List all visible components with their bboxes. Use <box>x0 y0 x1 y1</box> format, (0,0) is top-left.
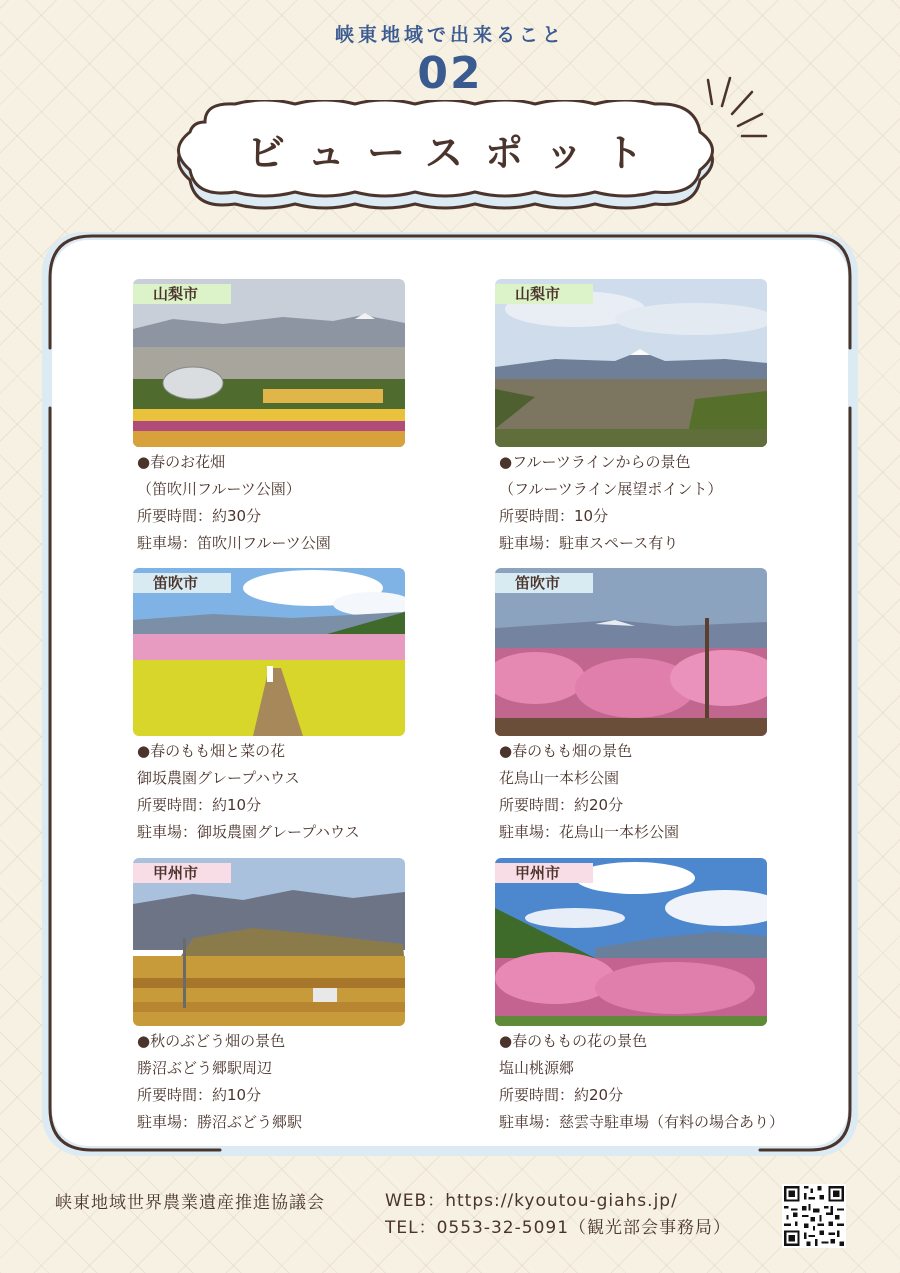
footer-organization: 峡東地域世界農業遺産推進協議会 <box>55 1193 325 1213</box>
area-tag: 山梨市 <box>133 284 231 304</box>
spot-place: 御坂農園グレープハウス <box>137 769 300 787</box>
qr-code-icon[interactable] <box>782 1184 846 1248</box>
spot-parking: 駐車場：慈雲寺駐車場（有料の場合あり） <box>499 1113 785 1131</box>
spot-time: 所要時間：約20分 <box>499 1086 624 1104</box>
area-tag: 笛吹市 <box>495 573 593 593</box>
spot-place: 花鳥山一本杉公園 <box>499 769 620 787</box>
spot-name: ●フルーツラインからの景色 <box>499 453 691 471</box>
peach-blossom-valley-photo <box>495 858 767 1026</box>
spot-place: （笛吹川フルーツ公園） <box>137 480 301 498</box>
spot-parking: 駐車場：勝沼ぶどう郷駅 <box>137 1113 303 1131</box>
spot-time: 所要時間：約20分 <box>499 796 624 814</box>
spot-parking: 駐車場：花鳥山一本杉公園 <box>499 823 680 841</box>
footer-web-link[interactable]: WEB：https://kyoutou-giahs.jp/ <box>385 1191 678 1211</box>
spot-name: ●秋のぶどう畑の景色 <box>137 1032 286 1050</box>
spot-name: ●春のもも畑と菜の花 <box>137 742 286 760</box>
area-tag: 笛吹市 <box>133 573 231 593</box>
spot-place: 塩山桃源郷 <box>499 1059 575 1077</box>
area-tag: 山梨市 <box>495 284 593 304</box>
spot-parking: 駐車場：駐車スペース有り <box>499 534 679 552</box>
footer-tel: TEL：0553-32-5091（観光部会事務局） <box>385 1218 732 1238</box>
section-number: 02 <box>417 48 483 99</box>
area-tag: 甲州市 <box>495 863 593 883</box>
spot-parking: 駐車場：笛吹川フルーツ公園 <box>137 534 331 552</box>
spot-name: ●春のお花畑 <box>137 453 226 471</box>
area-tag: 甲州市 <box>133 863 231 883</box>
peach-orchard-photo <box>495 568 767 736</box>
spot-name: ●春のもも畑の景色 <box>499 742 633 760</box>
spot-time: 所要時間：約10分 <box>137 796 262 814</box>
spot-time: 所要時間：約30分 <box>137 507 262 525</box>
spot-time: 所要時間：10分 <box>499 507 609 525</box>
spot-time: 所要時間：約10分 <box>137 1086 262 1104</box>
flower-park-photo <box>133 279 405 447</box>
spot-place: （フルーツライン展望ポイント） <box>499 480 723 498</box>
mountain-view-photo <box>495 279 767 447</box>
page-title: ビュースポット <box>246 131 666 175</box>
autumn-vineyard-photo <box>133 858 405 1026</box>
spot-place: 勝沼ぶどう郷駅周辺 <box>137 1059 273 1077</box>
spot-parking: 駐車場：御坂農園グレープハウス <box>137 823 360 841</box>
section-subtitle: 峡東地域で出来ること <box>334 24 565 46</box>
peach-rapeseed-photo <box>133 568 405 736</box>
title-cloud-badge <box>165 100 735 215</box>
spot-name: ●春のももの花の景色 <box>499 1032 648 1050</box>
